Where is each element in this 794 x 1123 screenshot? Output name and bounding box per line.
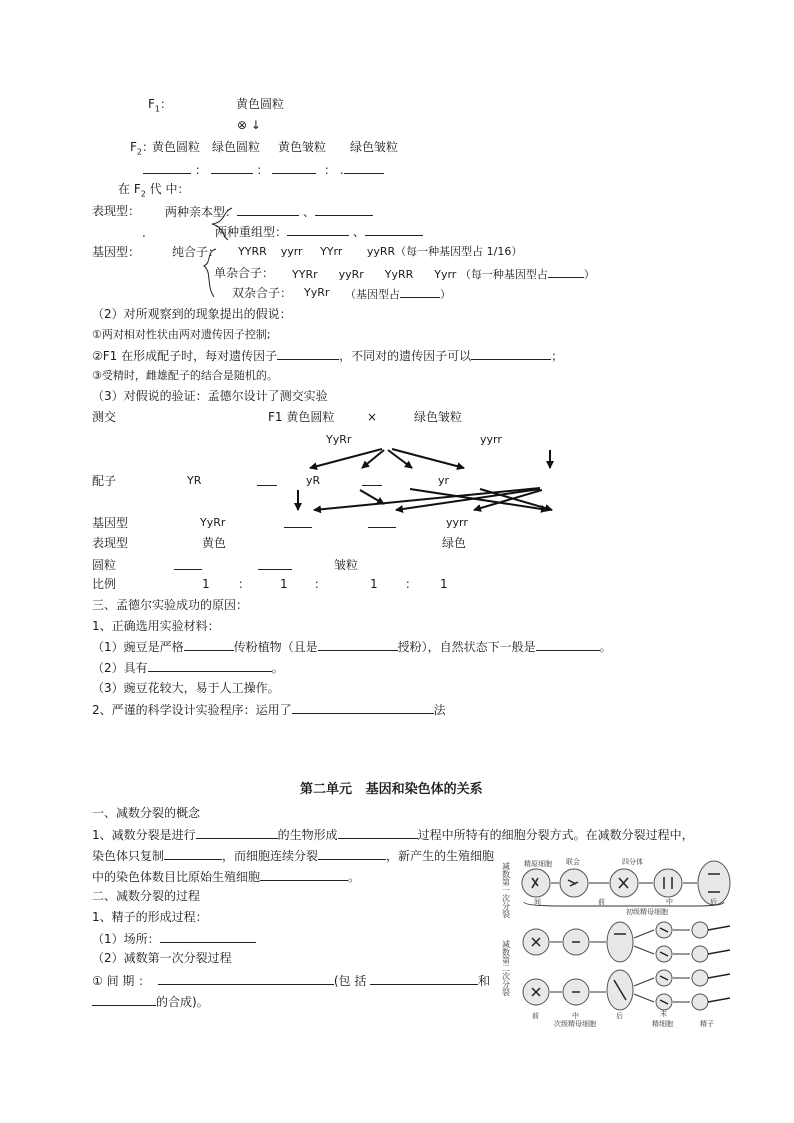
recombinant-type: 两种重组型： 、 bbox=[215, 223, 423, 240]
ratio-sep-2: ： bbox=[314, 577, 327, 591]
interphase-blank-3[interactable] bbox=[92, 993, 156, 1006]
left-label-2: 减数第二次分裂 bbox=[501, 940, 511, 996]
unit2-def-line-2: 染色体只复制 ，而细胞连续分裂 ，新产生的生殖细胞 bbox=[92, 849, 495, 863]
f1-phenotype: 黄色圆粒 bbox=[236, 97, 285, 111]
phase-interphase: 间 bbox=[534, 898, 541, 906]
f2-phenotype-1: 黄色圆粒 bbox=[152, 140, 201, 154]
phase-prophase: 前 bbox=[598, 898, 605, 906]
reasons-p2: （2）具有 。 bbox=[92, 661, 284, 675]
def-blank-1[interactable] bbox=[196, 826, 278, 839]
double-hetero-note: （基因型占 ） bbox=[345, 285, 451, 303]
dot-mark: . bbox=[142, 226, 146, 240]
unit2-site: （1）场所： bbox=[92, 930, 256, 947]
gamete-yr-upper: YR bbox=[187, 474, 202, 487]
testcross-f1-genotype: YyRr bbox=[326, 433, 352, 446]
phase2-prophase: 前 bbox=[532, 1012, 539, 1020]
meiosis-figure bbox=[501, 850, 742, 1028]
meiosis-diagram bbox=[501, 850, 742, 1028]
phase-anaphase: 后 bbox=[710, 898, 717, 906]
reasons-p3: （3）豌豆花较大，易于人工操作。 bbox=[92, 681, 280, 695]
def-blank-5[interactable] bbox=[260, 868, 348, 881]
unit2-interphase: ① 间 期 ： (包 括 和 bbox=[92, 974, 491, 988]
phenotype-label: 表现型： bbox=[92, 204, 141, 218]
f2-phenotype-2: 绿色圆粒 bbox=[212, 140, 261, 154]
gamete-yr: yr bbox=[438, 474, 450, 487]
hypothesis-title: （2）对所观察到的现象提出的假说： bbox=[92, 307, 292, 321]
f2-label: $F_2$： bbox=[130, 140, 155, 157]
f1-label: $F_1$： bbox=[148, 97, 173, 114]
ratio-1: 1 bbox=[202, 577, 210, 591]
self-cross-symbol: ⊗ ↓ bbox=[237, 118, 261, 132]
unit2-sperm-formation: 1、精子的形成过程： bbox=[92, 910, 208, 924]
wrinkled-label: 皱粒 bbox=[334, 558, 359, 572]
phenotype-yellow: 黄色 bbox=[202, 536, 227, 550]
unit2-title: 第二单元 基因和染色体的关系 bbox=[300, 782, 483, 797]
testcross-label: 测交 bbox=[92, 410, 117, 424]
f2-phenotype-4: 绿色皱粒 bbox=[350, 140, 399, 154]
genotype-4: yyrr bbox=[446, 516, 468, 529]
unit2-def-line-1: 1、减数分裂是进行 的生物形成 过程中所特有的细胞分裂方式。在减数分裂过程中， bbox=[92, 828, 694, 842]
site-blank[interactable] bbox=[160, 930, 256, 943]
genotype-row-label: 基因型 bbox=[92, 516, 129, 530]
top-label-2: 联会 bbox=[566, 858, 580, 866]
phase-metaphase: 中 bbox=[666, 898, 673, 906]
top-label-1: 精原细胞 bbox=[524, 860, 552, 868]
ratio-sep-1: ： bbox=[238, 577, 251, 591]
testcross-title: （3）对假说的验证：孟德尔设计了测交实验 bbox=[92, 389, 328, 403]
single-hetero-list: YYRr yyRr YyRR Yyrr （每一种基因型占 ） bbox=[292, 265, 595, 283]
ratio-4: 1 bbox=[440, 577, 448, 591]
def-blank-4[interactable] bbox=[318, 847, 386, 860]
parental-type: 两种亲本型： 、 bbox=[165, 203, 373, 220]
ratio-sep-3: ： bbox=[405, 577, 418, 591]
def-blank-2[interactable] bbox=[338, 826, 418, 839]
hypothesis-item-3: ③受精时，雌雄配子的结合是随机的。 bbox=[92, 369, 278, 382]
reasons-p1: （1）豌豆是严格 传粉植物（且是 授粉），自然状态下一般是 。 bbox=[92, 640, 612, 654]
unit2-interphase-cont: 的合成)。 bbox=[92, 993, 209, 1010]
unit2-section-2: 二、减数分裂的过程 bbox=[92, 889, 201, 903]
phenotype-green: 绿色 bbox=[442, 536, 467, 550]
ratio-3: 1 bbox=[370, 577, 378, 591]
in-f2-heading: 在 $F_2$ 代 中： bbox=[118, 182, 190, 199]
p1-blank-3[interactable] bbox=[536, 638, 600, 651]
genotype-1: YyRr bbox=[200, 516, 226, 529]
testcross-recessive-genotype: yyrr bbox=[480, 433, 502, 446]
testcross-times: × bbox=[367, 410, 378, 424]
homozygous-label: 纯合子： bbox=[172, 245, 221, 259]
caption-spermatid: 精细胞 bbox=[652, 1020, 673, 1028]
def-blank-3[interactable] bbox=[164, 847, 222, 860]
phase2-telophase: 末 bbox=[660, 1010, 667, 1018]
caption-sperm: 精子 bbox=[700, 1020, 714, 1028]
p1-blank-1[interactable] bbox=[184, 638, 234, 651]
gamete-yR: yR bbox=[306, 474, 321, 487]
reasons-title: 三、孟德尔实验成功的原因： bbox=[92, 598, 249, 612]
ratio-blanks-row: ： ： ： . bbox=[143, 161, 384, 178]
double-hetero-label: 双杂合子： bbox=[232, 286, 293, 300]
caption-secondary: 次级精母细胞 bbox=[554, 1020, 596, 1028]
homozygous-list: YYRR yyrr YYrr yyRR（每一种基因型占 1/16） bbox=[238, 245, 523, 258]
point2-blank[interactable] bbox=[292, 701, 434, 714]
hypothesis-item-1: ①两对相对性状由两对遗传因子控制; bbox=[92, 328, 271, 341]
phenotype-row-label: 表现型 bbox=[92, 536, 129, 550]
testcross-green-wrinkled: 绿色皱粒 bbox=[414, 410, 463, 424]
cell-metaphase-1 bbox=[654, 869, 682, 897]
ratio-label: 比例 bbox=[92, 577, 117, 591]
unit2-def-line-3: 中的染色体数目比原始生殖细胞 。 bbox=[92, 870, 361, 884]
single-hetero-label: 单杂合子： bbox=[214, 266, 275, 280]
left-label-1: 减数第一次分裂 bbox=[501, 862, 511, 918]
unit2-first-division: （2）减数第一次分裂过程 bbox=[92, 951, 232, 965]
round-label: 圆粒 bbox=[92, 558, 117, 572]
p1-blank-2[interactable] bbox=[318, 638, 398, 651]
interphase-blank-2[interactable] bbox=[370, 972, 478, 985]
top-label-3: 四分体 bbox=[622, 858, 643, 866]
phase2-metaphase: 中 bbox=[572, 1012, 579, 1020]
reasons-point-1: 1、正确选用实验材料： bbox=[92, 619, 220, 633]
f2-phenotype-3: 黄色皱粒 bbox=[278, 140, 327, 154]
unit2-section-1: 一、减数分裂的概念 bbox=[92, 806, 201, 820]
gamete-label: 配子 bbox=[92, 474, 117, 488]
interphase-blank-1[interactable] bbox=[158, 972, 334, 985]
phase2-anaphase: 后 bbox=[616, 1012, 623, 1020]
reasons-point-2: 2、严谨的科学设计实验程序：运用了 法 bbox=[92, 703, 446, 717]
caption-primary: 初级精母细胞 bbox=[626, 908, 668, 916]
testcross-f1: F1 黄色圆粒 bbox=[268, 410, 335, 424]
hypothesis-item-2: ②F1 在形成配子时，每对遗传因子 ，不同对的遗传因子可以 ； bbox=[92, 349, 564, 363]
p2-blank[interactable] bbox=[148, 659, 272, 672]
double-hetero-genotype: YyRr bbox=[304, 286, 330, 299]
ratio-2: 1 bbox=[280, 577, 288, 591]
genotype-label: 基因型： bbox=[92, 245, 141, 259]
